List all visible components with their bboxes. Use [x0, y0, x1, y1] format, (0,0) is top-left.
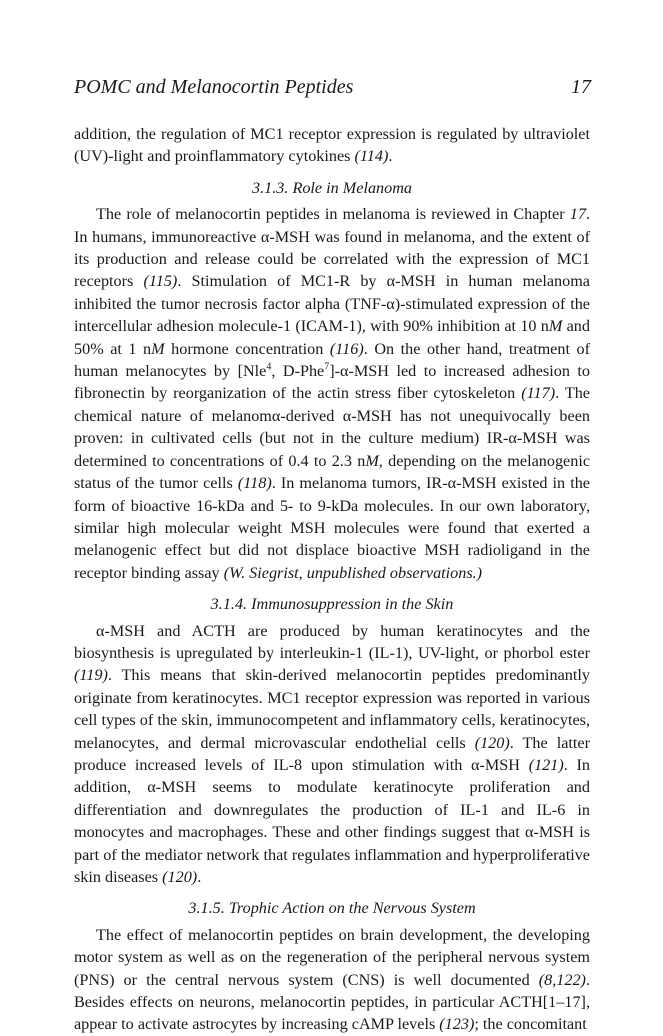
running-head-title: POMC and Melanocortin Peptides — [74, 76, 354, 98]
citation: (114) — [354, 147, 389, 166]
citation: (123) — [439, 1015, 475, 1034]
molar-unit: M — [548, 317, 563, 336]
citation: (120) — [162, 868, 198, 886]
citation: (120) — [474, 733, 510, 752]
citation: (116) — [329, 339, 364, 358]
paragraph-intro: addition, the regulation of MC1 receptor expression is regulated by ultraviolet (UV)-light and proinflammatory cytokines (114). — [74, 125, 590, 166]
citation: (115) — [143, 272, 178, 291]
molar-unit: M — [365, 451, 379, 470]
superscript: 7 — [324, 361, 330, 373]
paragraph-melanoma: The role of melanocortin peptides in melanoma is reviewed in Chapter 17. In humans, immunoreactive α-MSH was found in melanoma, and the extent of its production and release could be correlated with the expression of MC1 receptors (115). Stimulation of MC1-R by α-MSH in human melanoma inhibited the tumor necrosis factor alpha (TNF-α)-stimulated expression of the intercellular adhesion molecule-1 (ICAM-1), with 90% inhibition at 10 nM and 50% at 1 nM hormone concentration (116). On the other hand, treatment of human melanocytes by [Nle$^4$, D-Phe$^7$]-α-MSH led to increased adhesion to fibronectin by reorganization of the actin stress fiber cytoskeleton (117). The chemical nature of melanomα-derived α-MSH has not unequivocally been proven: in cultivated cells (but not in the culture medium) IR-α-MSH was determined to concentrations of 0.4 to 2.3 nM, depending on the melanogenic status of the tumor cells (118). In melanoma tumors, IR-α-MSH existed in the form of bioactive 16-kDa and 5- to 9-kDa molecules. In our own laboratory, similar high molecular weight MSH molecules were found that exerted a melanogenic effect but did not displace bioactive MSH radioligand in the receptor binding assay (W. Siegrist, unpublished observations.) — [74, 205, 591, 582]
section-heading-trophic-action: 3.1.5. Trophic Action on the Nervous System — [188, 899, 476, 918]
citation: (8,122) — [538, 970, 586, 989]
chapter-reference: 17 — [569, 205, 586, 224]
citation: (118) — [237, 474, 272, 493]
unpublished-observation: (W. Siegrist, unpublished observations.) — [223, 563, 483, 582]
citation: (121) — [528, 755, 564, 774]
molar-unit: M — [151, 339, 165, 358]
paragraph-immunosuppression: α-MSH and ACTH are produced by human keratinocytes and the biosynthesis is upregulated by interleukin-1 (IL-1), UV-light, or phorbol ester (119). This means that skin-derived melanocortin peptides predominantly originate from keratinocytes. MC1 receptor expression was reported in various cell types of the skin, immunocompetent and inflammatory cells, keratinocytes, melanocytes, and dermal microvascular endothelial cells (120). The latter produce increased levels of IL-8 upon stimulation with α-MSH (121). In addition, α-MSH seems to modulate keratinocyte proliferation and differentiation and downregulates the production of IL-1 and IL-6 in monocytes and macrophages. These and other findings suggest that α-MSH is part of the mediator network that regulates inflammation and hyperproliferative skin diseases (120). — [74, 621, 590, 886]
body-text — [74, 123, 590, 1036]
page-number: 17 — [571, 76, 591, 98]
citation: (117) — [521, 384, 556, 403]
paragraph-trophic-action: The effect of melanocortin peptides on brain development, the developing motor system as well as on the regeneration of the peripheral nervous system (PNS) or the central nervous system (CNS) is well documented (8,122). Besides effects on neurons, melanocortin peptides, in particular ACTH[1–17], appear to activate astrocytes by increasing cAMP levels (123); the concomitant — [74, 925, 590, 1034]
citation: (119) — [74, 666, 108, 685]
section-heading-role-in-melanoma: 3.1.3. Role in Melanoma — [251, 178, 413, 197]
section-heading-immunosuppression: 3.1.4. Immunosuppression in the Skin — [210, 595, 454, 614]
superscript: 4 — [266, 361, 272, 373]
